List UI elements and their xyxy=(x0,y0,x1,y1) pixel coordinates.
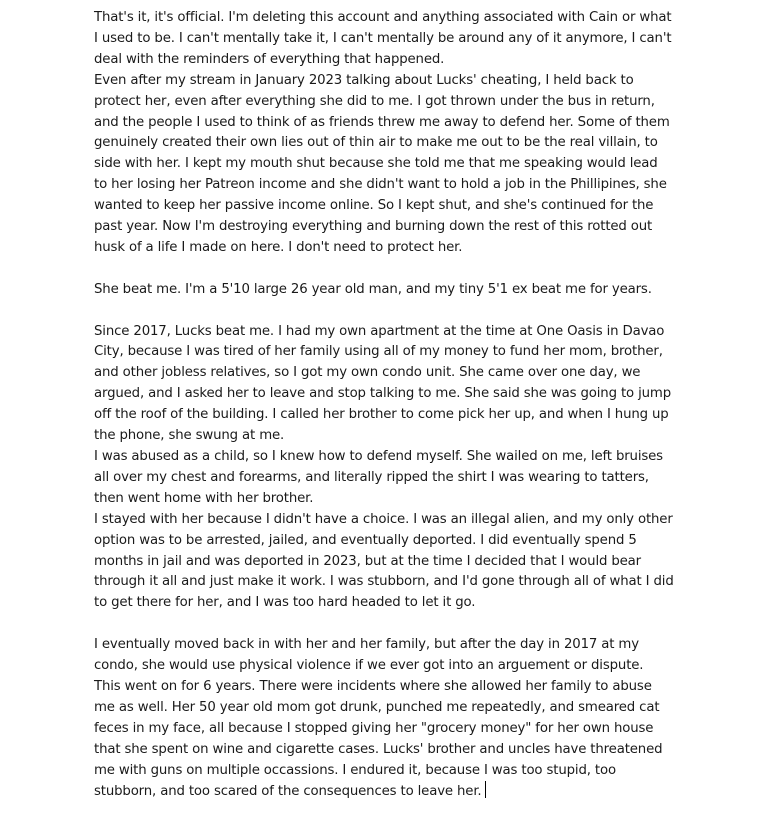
text-cursor xyxy=(485,781,486,798)
blank-line xyxy=(94,614,674,635)
paragraph-3: She beat me. I'm a 5'10 large 26 year old man, and my tiny 5'1 ex beat me for years. xyxy=(94,281,652,297)
blank-line xyxy=(94,301,674,322)
paragraph-5: I was abused as a child, so I knew how to defend myself. She wailed on me, left bruises all over my chest and forearms, and literally ripped the shirt I was wearing to tatters, then went home with her brother. xyxy=(94,449,663,506)
paragraph-2: Even after my stream in January 2023 talking about Lucks' cheating, I held back to protect her, even after everything she did to me. I got thrown under the bus in return, and the people I used to think of as friends threw me away to defend her. Some of them genuinely created their own lies out of thin air to make me out to be the real villain, to side with her. I kept my mouth shut because she told me that me speaking would lead to her losing her Patreon income and she didn't want to hold a job in the Phillipines, she wanted to keep her passive income online. So I kept shut, and she's continued for the past year. Now I'm destroying everything and burning down the rest of this rotted out husk of a life I made on here. I don't need to protect her. xyxy=(94,72,670,255)
document-body[interactable] xyxy=(94,8,674,803)
paragraph-7 xyxy=(94,635,674,803)
blank-line xyxy=(94,259,674,280)
paragraph-1: That's it, it's official. I'm deleting this account and anything associated with Cain or what I used to be. I can't mentally take it, I can't mentally be around any of it anymore, I can't deal with the reminders of everything that happened. xyxy=(94,10,672,67)
paragraph-4: Since 2017, Lucks beat me. I had my own apartment at the time at One Oasis in Davao City, because I was tired of her family using all of my money to fund her mom, brother, and other jobless relatives, so I got my own condo unit. She came over one day, we argued, and I asked her to leave and stop talking to me. She said she was going to jump off the roof of the building. I called her brother to come pick her up, and when I hung up the phone, she swung at me. xyxy=(94,323,671,444)
paragraph-6: I stayed with her because I didn't have a choice. I was an illegal alien, and my only other option was to be arrested, jailed, and eventually deported. I did eventually spend 5 months in jail and was deported in 2023, but at the time I decided that I would bear through it all and just make it work. I was stubborn, and I'd gone through all of what I did to get there for her, and I was too hard headed to let it go. xyxy=(94,511,674,611)
paragraph-7-text: I eventually moved back in with her and her family, but after the day in 2017 at my condo, she would use physical violence if we ever got into an arguement or dispute. This went on for 6 years. There were incidents where she allowed her family to abuse me as well. Her 50 year old mom got drunk, punched me repeatedly, and smeared cat feces in my face, all because I stopped giving her "grocery money" for her own house that she spent on wine and cigarette cases. Lucks' brother and uncles have threatened me with guns on multiple occassions. I endured it, because I was too stupid, too stubborn, and too scared of the consequences to leave her. xyxy=(94,637,663,800)
